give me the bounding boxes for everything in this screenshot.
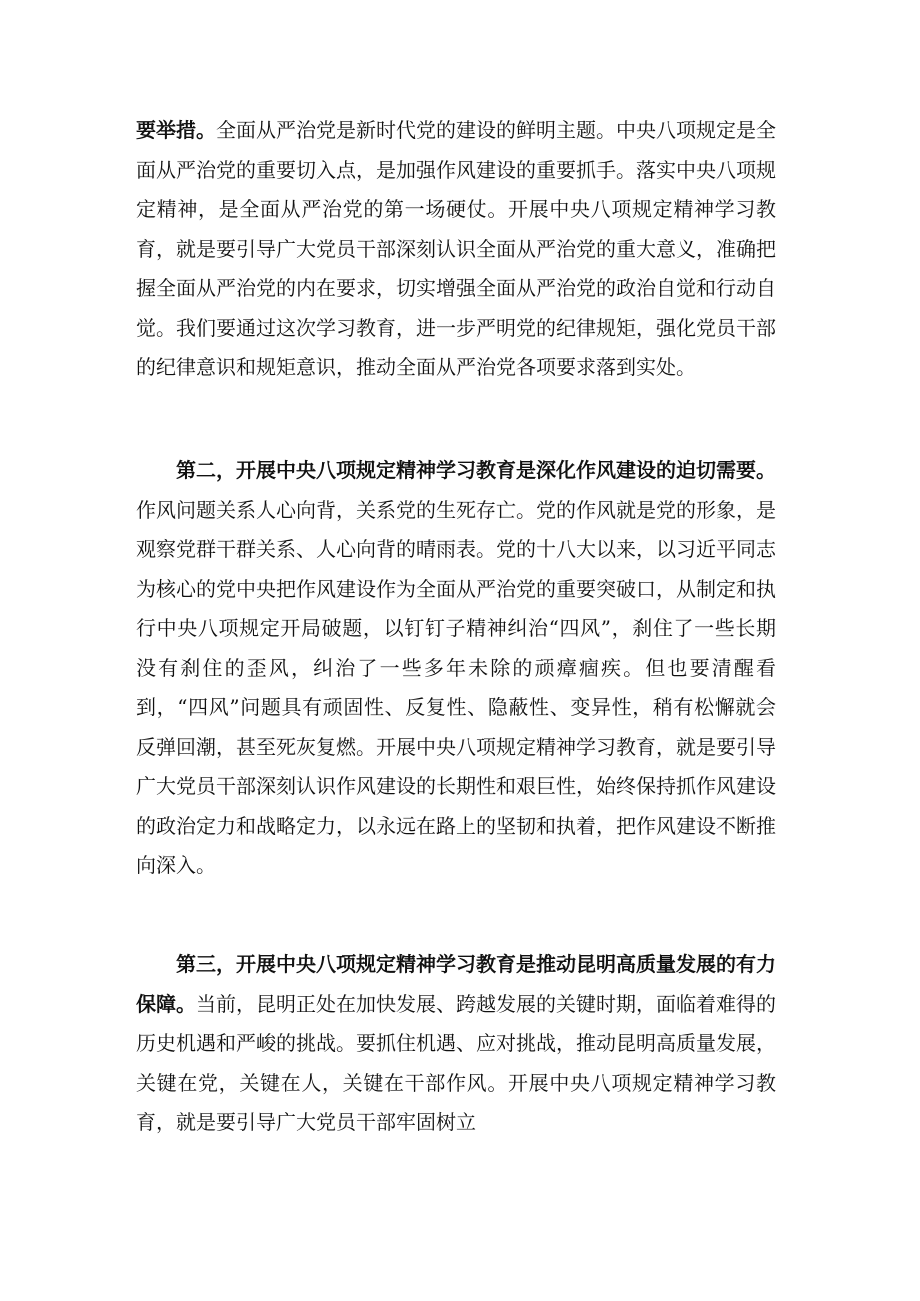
paragraph-2-body: 作风问题关系人心向背，关系党的生死存亡。党的作风就是党的形象，是观察党群干群关系、人心向背的晴雨表。党的十八大以来，以习近平同志为核心的党中央把作风建设作为全面从严治党的重要突破口，从制定和执行中央八项规定开局破题，以钉钉子精神纠治“四风”，刹住了一些长期没有刹住的歪风，纠治了一些多年未除的顽瘴痼疾。但也要清醒看到，“四风”问题具有顽固性、反复性、隐蔽性、变异性，稍有松懈就会反弹回潮，甚至死灰复燃。开展中央八项规定精神学习教育，就是要引导广大党员干部深刻认识作风建设的长期性和艰巨性，始终保持抓作风建设的政治定力和战略定力，以永远在路上的坚韧和执着，把作风建设不断推向深入。 <box>136 497 776 877</box>
paragraph-3 <box>136 945 776 1143</box>
paragraph-3-lead: 第三，开展中央八项规定精神学习教育是推动昆明高质量发展的有力保障。 <box>136 952 776 1016</box>
paragraph-1-lead: 要举措。 <box>136 118 216 142</box>
paragraph-3-body: 当前，昆明正处在加快发展、跨越发展的关键时期，面临着难得的历史机遇和严峻的挑战。要抓住机遇、应对挑战，推动昆明高质量发展，关键在党，关键在人，关键在干部作风。开展中央八项规定精神学习教育，就是要引导广大党员干部牢固树立 <box>136 991 776 1134</box>
paragraph-1-body: 全面从严治党是新时代党的建设的鲜明主题。中央八项规定是全面从严治党的重要切入点，是加强作风建设的重要抓手。落实中央八项规定精神，是全面从严治党的第一场硬仗。开展中央八项规定精神学习教育，就是要引导广大党员干部深刻认识全面从严治党的重大意义，准确把握全面从严治党的内在要求，切实增强全面从严治党的政治自觉和行动自觉。我们要通过这次学习教育，进一步严明党的纪律规矩，强化党员干部的纪律意识和规矩意识，推动全面从严治党各项要求落到实处。 <box>136 118 776 379</box>
paragraph-2-lead: 第二，开展中央八项规定精神学习教育是深化作风建设的迫切需要。 <box>176 458 776 482</box>
paragraph-2 <box>136 451 776 886</box>
paragraph-1 <box>136 111 776 388</box>
